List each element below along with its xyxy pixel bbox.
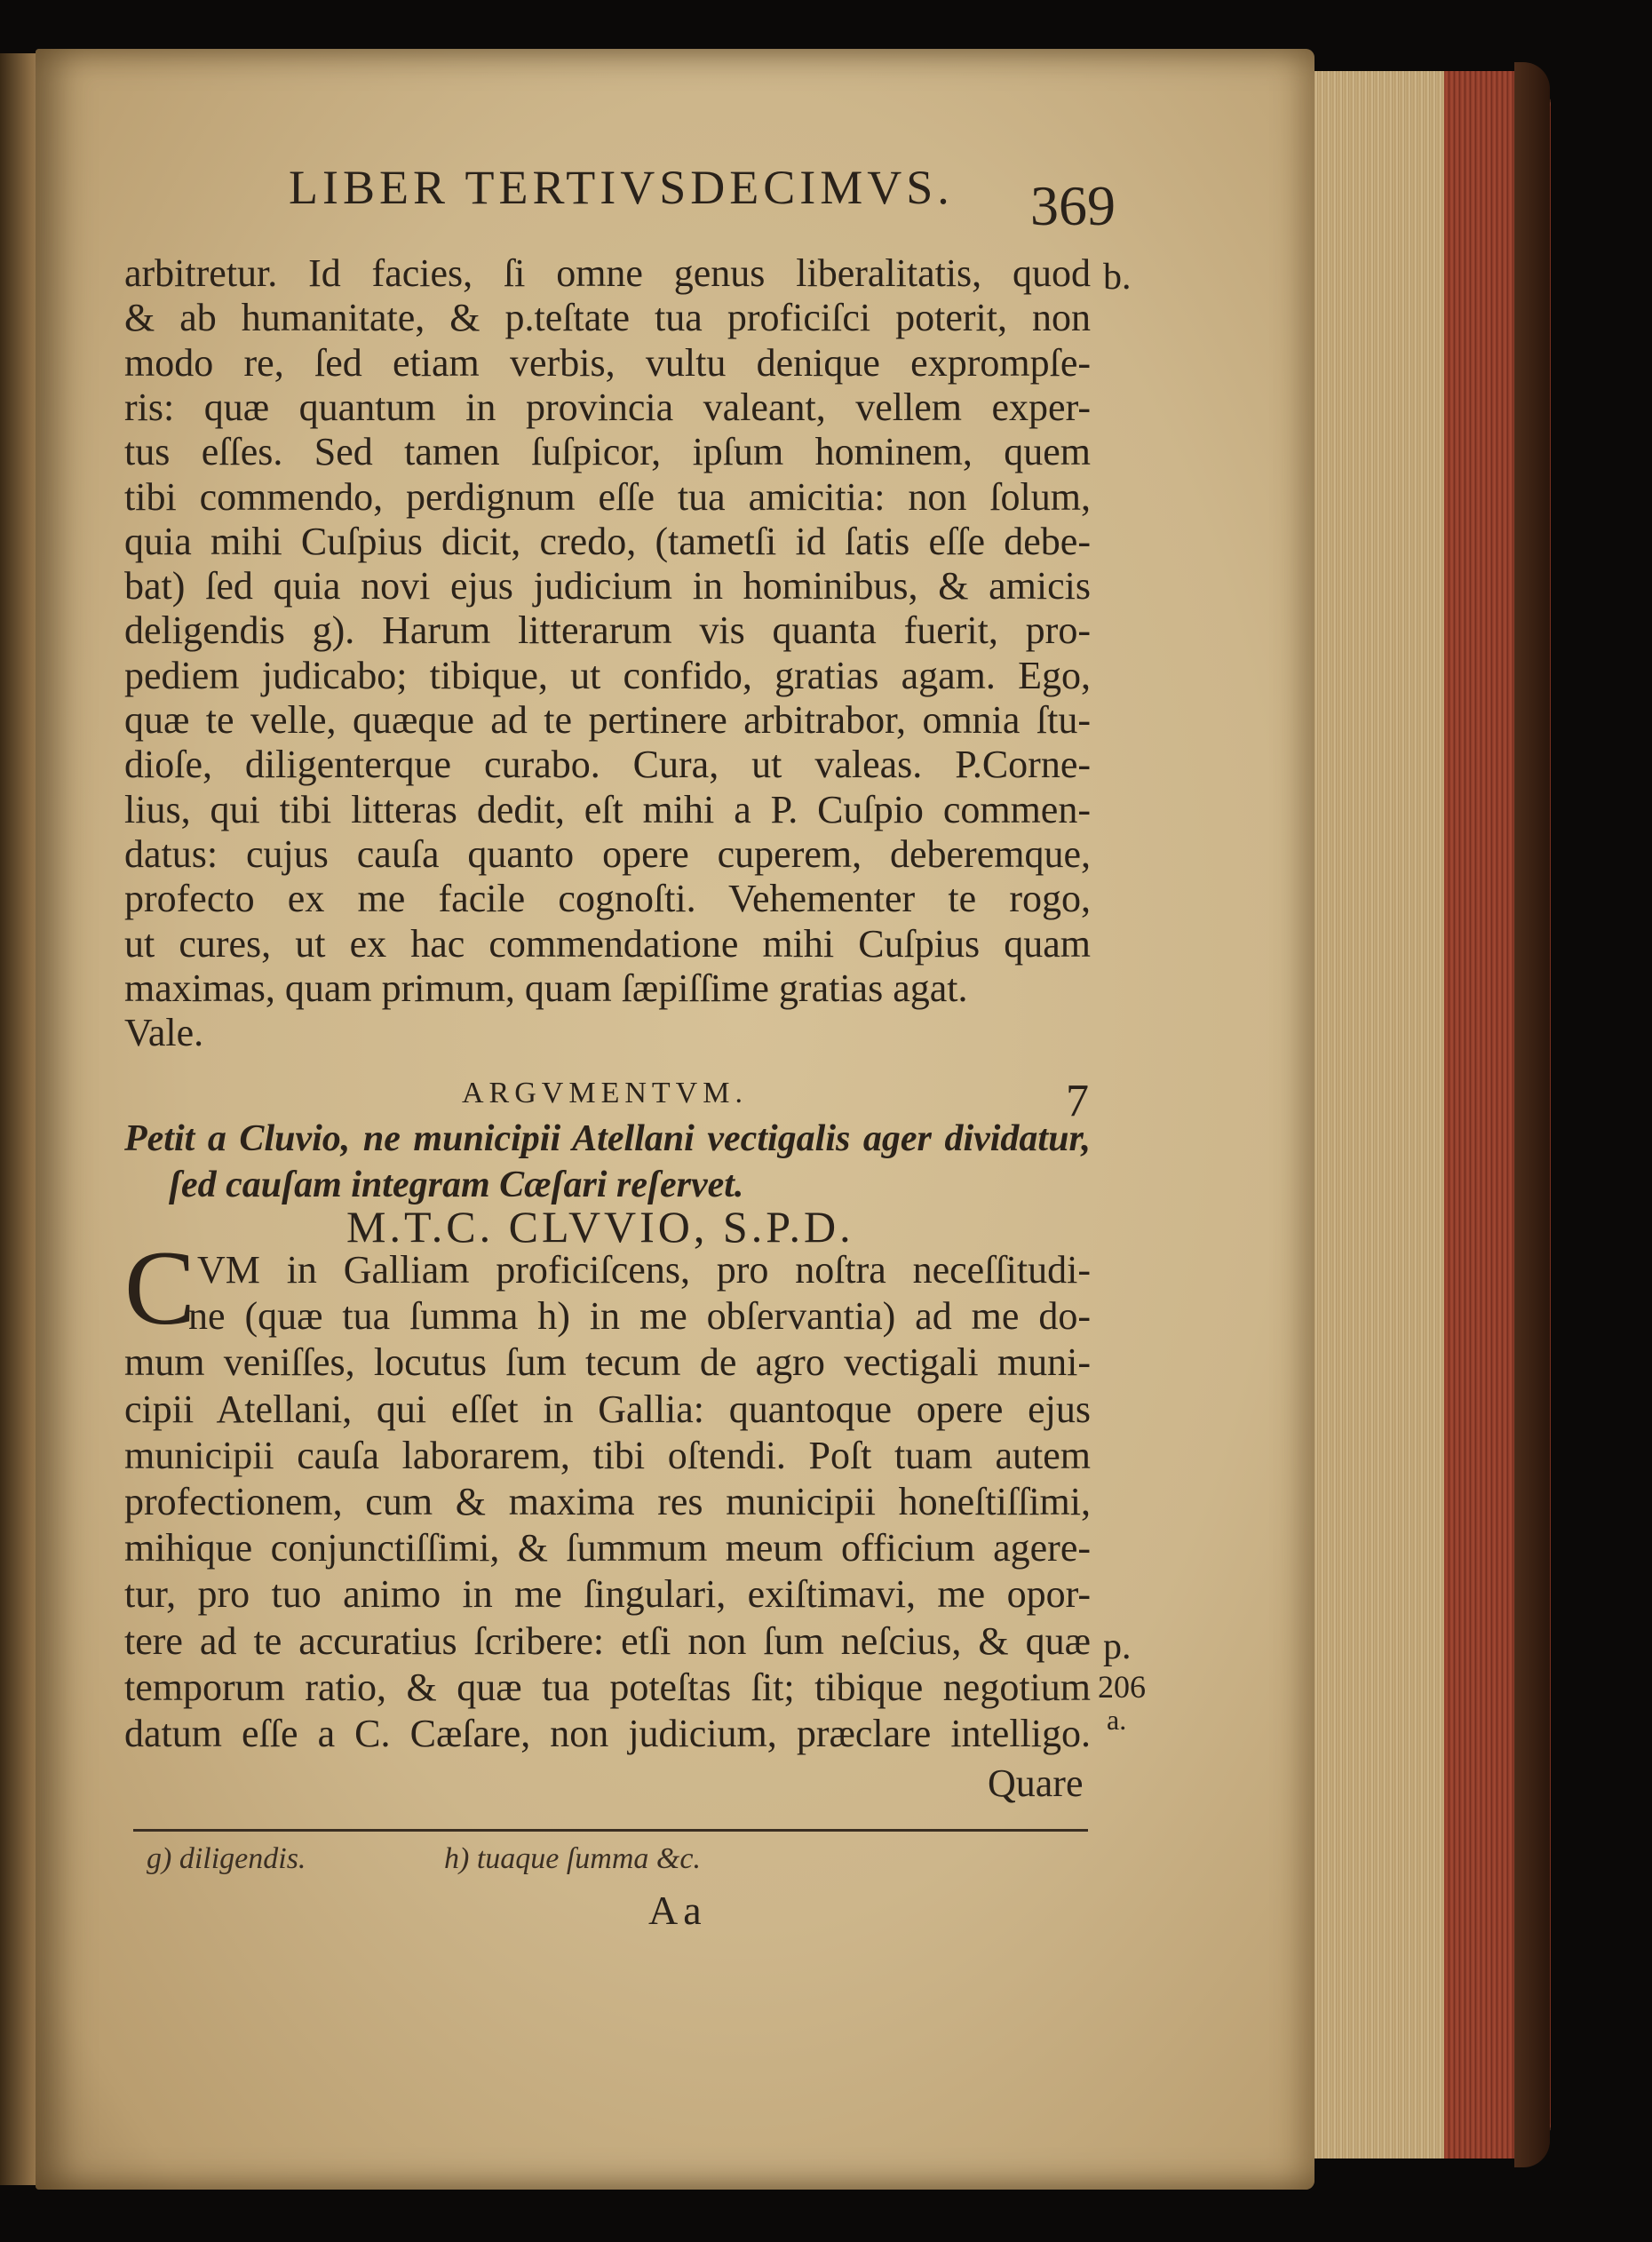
margin-ref-page: 206 <box>1098 1669 1146 1705</box>
body-line: arbitretur. Id facies, ſi omne genus liberalitatis, quod <box>124 251 1091 295</box>
drop-cap: C <box>124 1228 196 1347</box>
footnote-rule <box>133 1829 1088 1832</box>
body-line: tus eſſes. Sed tamen ſuſpicor, ipſum hominem, quem <box>124 430 1091 474</box>
letter-line: mihique conjunctiſſimi, & ſummum meum officium agere- <box>124 1526 1091 1570</box>
body-line: profecto ex me facile cognoſti. Vehementer te rogo, <box>124 877 1091 921</box>
body-line: quæ te velle, quæque ad te pertinere arbitrabor, omnia ſtu- <box>124 698 1091 742</box>
letter-line: profectionem, cum & maxima res municipii honeſtiſſimi, <box>124 1480 1091 1523</box>
footnote: h) tuaque ſumma &c. <box>444 1842 701 1875</box>
gathering-signature: Aa <box>648 1888 707 1933</box>
letter-line: temporum ratio, & quæ tua poteſtas ſit; tibique negotium <box>124 1665 1091 1709</box>
margin-ref-p: p. <box>1103 1626 1132 1667</box>
letter-line: tur, pro tuo animo in me ſingulari, exiſtimavi, me opor- <box>124 1572 1091 1617</box>
letter-number: 7 <box>1066 1076 1089 1126</box>
running-header: LIBER TERTIVSDECIMVS. <box>289 161 954 214</box>
body-line: & ab humanitate, & p.teſtate tua proficiſci poterit, non <box>124 296 1091 340</box>
page-number: 369 <box>1030 174 1116 237</box>
body-line: maximas, quam primum, quam ſæpiſſime gratias agat. <box>124 966 968 1010</box>
body-line: pediem judicabo; tibique, ut confido, gratias agam. Ego, <box>124 653 1091 697</box>
body-line: quia mihi Cuſpius dicit, credo, (tametſi id ſatis eſſe debe- <box>124 519 1091 563</box>
body-line: dioſe, diligenterque curabo. Cura, ut valeas. P.Corne- <box>124 743 1091 787</box>
body-line: ut cures, ut ex hac commendatione mihi Cuſpius quam <box>124 921 1091 966</box>
footnote: g) diligendis. <box>147 1842 306 1875</box>
page-block-edge <box>1293 71 1551 2159</box>
letter-line: tere ad te accuratius ſcribere: etſi non ſum neſcius, & quæ <box>124 1618 1091 1663</box>
margin-note: b. <box>1103 257 1132 298</box>
book-cover-edge <box>1514 62 1550 2167</box>
letter-line: mum veniſſes, locutus ſum tecum de agro vectigali muni- <box>124 1340 1091 1385</box>
body-line: tibi commendo, perdignum eſſe tua amicitia: non ſolum, <box>124 474 1091 519</box>
argumentum-summary-line: Petit a Cluvio, ne municipii Atellani vectigalis ager dividatur, <box>124 1118 1091 1159</box>
body-line: deligendis g). Harum litterarum vis quanta fuerit, pro- <box>124 608 1091 653</box>
argumentum-heading: ARGVMENTVM. <box>462 1077 748 1109</box>
body-line: bat) ſed quia novi ejus judicium in hominibus, & amicis <box>124 564 1091 608</box>
letter-line: ne (quæ tua ſumma h) in me obſervantia) ad me do- <box>188 1294 1091 1339</box>
body-line: datus: cujus cauſa quanto opere cuperem, deberemque, <box>124 831 1091 876</box>
body-line: modo re, ſed etiam verbis, vultu denique exprompſe- <box>124 340 1091 385</box>
catchword: Quare <box>988 1761 1084 1805</box>
letter-line: municipii cauſa laborarem, tibi oſtendi. Poſt tuam autem <box>124 1433 1091 1477</box>
body-line: Vale. <box>124 1011 204 1055</box>
letter-line: cipii Atellani, qui eſſet in Gallia: quantoque opere ejus <box>124 1387 1091 1431</box>
margin-ref-a: a. <box>1107 1704 1127 1736</box>
body-line: lius, qui tibi litteras dedit, eſt mihi a P. Cuſpio commen- <box>124 787 1091 831</box>
argumentum-summary-line: ſed cauſam integram Cæſari reſervet. <box>169 1165 744 1205</box>
letter-salutation: M.T.C. CLVVIO, S.P.D. <box>346 1202 854 1252</box>
body-line: ris: quæ quantum in provincia valeant, vellem exper- <box>124 385 1091 429</box>
letter-line: datum eſſe a C. Cæſare, non judicium, præclare intelligo. <box>124 1712 1091 1755</box>
letter-line: VM in Galliam proficiſcens, pro noſtra neceſſitudi- <box>197 1248 1091 1292</box>
